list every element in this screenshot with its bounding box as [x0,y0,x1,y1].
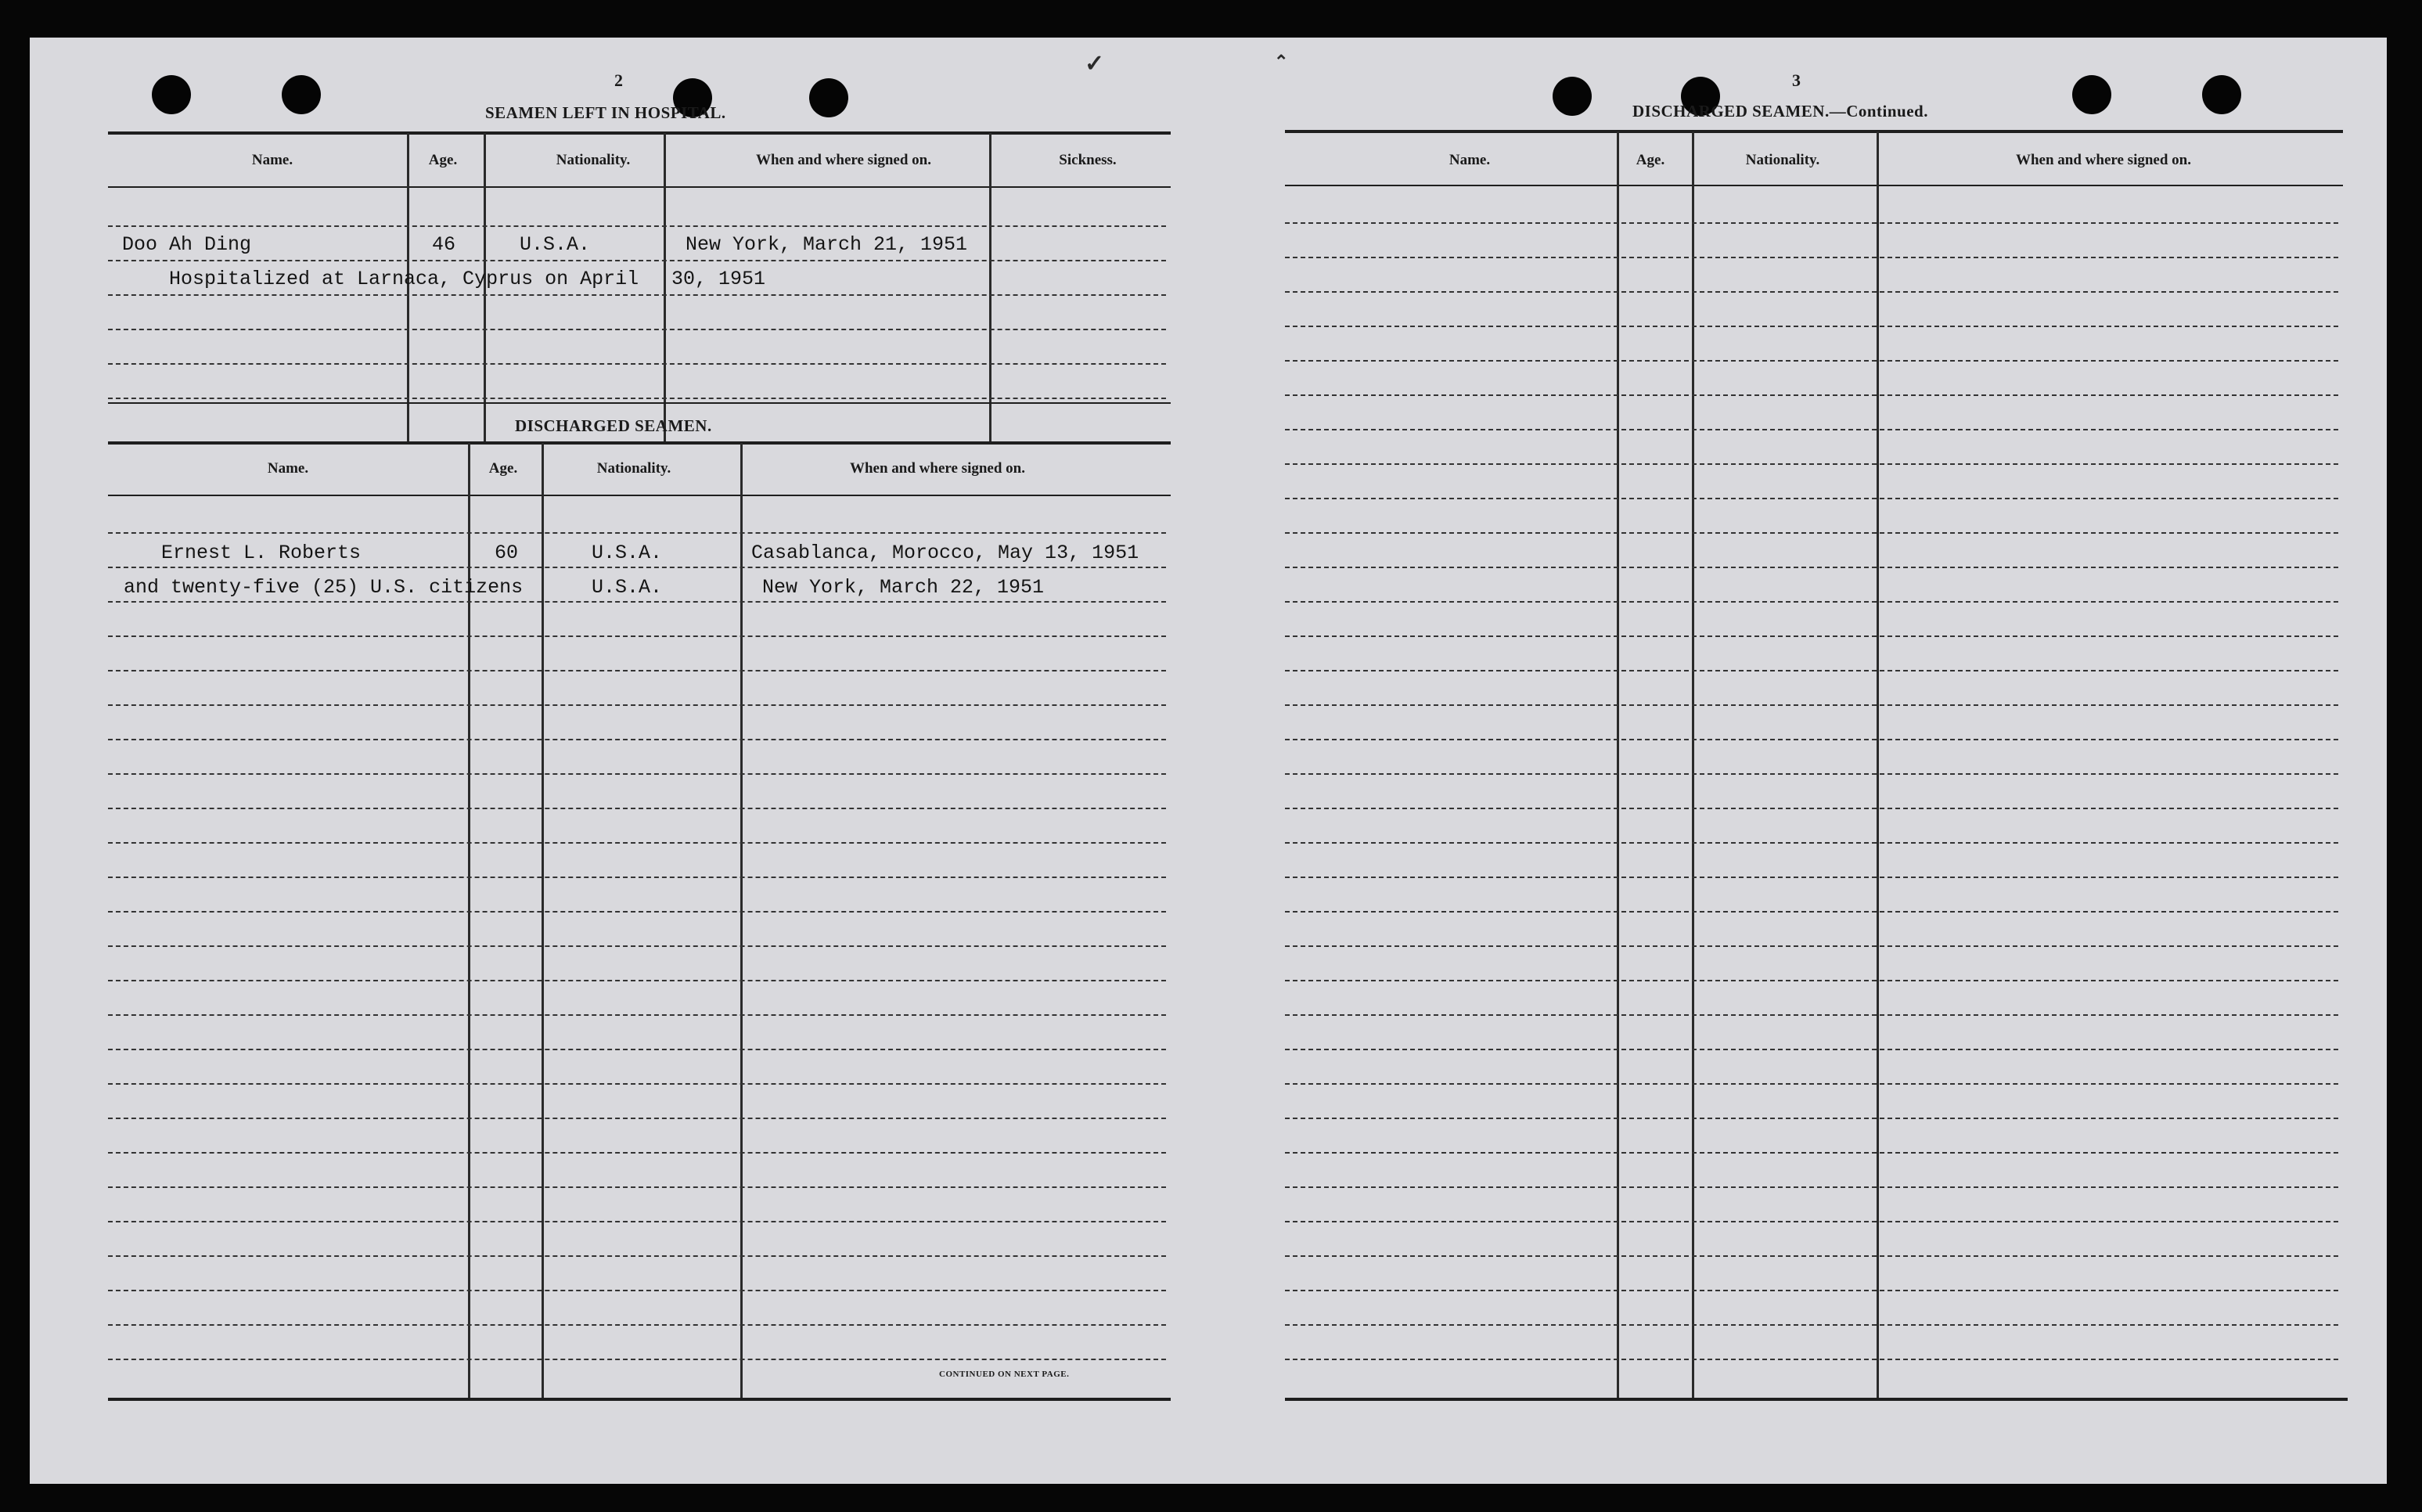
ruled-line [1285,601,2338,603]
hospital-row-age: 46 [432,233,456,256]
ruled-line [1285,1152,2338,1154]
continued-footer: CONTINUED ON NEXT PAGE. [939,1370,1070,1379]
ruled-line [108,1255,1166,1257]
header-bottom-rule [108,186,1171,188]
document-sheet [30,38,2387,1484]
ink-speck: ✓ [1085,51,1105,77]
col-divider [1877,131,1879,1398]
punch-hole [1553,77,1592,116]
ruled-line [1285,877,2338,878]
page-number: 2 [614,70,623,90]
ruled-line [1285,429,2338,430]
ruled-line [108,329,1166,330]
ruled-line [1285,739,2338,740]
ruled-line [1285,1083,2338,1085]
discharged-continued-title: DISCHARGED SEAMEN.—Continued. [1632,102,1928,121]
ruled-line [108,398,1166,399]
col-header-age: Age. [428,152,458,168]
discharged-row-signed-on: Casablanca, Morocco, May 13, 1951 [751,542,1139,564]
ruled-line [108,1290,1166,1291]
col-divider [664,133,666,441]
ruled-line [1285,498,2338,499]
ruled-line [1285,808,2338,809]
ruled-line [1285,1290,2338,1291]
punch-hole [2072,75,2111,114]
ruled-line [1285,360,2338,362]
header-bottom-rule [1285,185,2343,186]
ruled-line [1285,326,2338,327]
table-bottom-rule [108,1398,1171,1401]
table-top-rule [108,131,1171,135]
hospital-note: Hospitalized at Larnaca, Cyprus on April [169,268,639,290]
ruled-line [1285,463,2338,465]
ruled-line [108,635,1166,637]
col-header-signed-on: When and where signed on. [849,460,1025,477]
ruled-line [108,225,1166,227]
ruled-line [108,911,1166,913]
ruled-line [1285,222,2338,224]
page-number: 3 [1792,70,1801,90]
discharged-row-nationality: U.S.A. [592,542,663,564]
ruled-line [1285,635,2338,637]
col-header-name: Name. [251,152,293,168]
ruled-line [1285,1359,2338,1360]
ruled-line [1285,257,2338,258]
punch-hole [282,75,321,114]
col-header-age: Age. [488,460,518,477]
hospital-row-name: Doo Ah Ding [122,233,252,256]
ruled-line [108,1049,1166,1050]
ruled-line [108,842,1166,844]
ruled-line [1285,1324,2338,1326]
col-header-signed-on: When and where signed on. [2015,152,2191,168]
ruled-line [1285,1186,2338,1188]
ruled-line [108,704,1166,706]
ruled-line [1285,704,2338,706]
hospital-section-title: SEAMEN LEFT IN HOSPITAL. [485,103,726,122]
section-rule [108,402,1171,404]
ruled-line [108,1359,1166,1360]
ruled-line [108,1014,1166,1016]
ink-speck: ⌃ [1274,52,1289,71]
ruled-line [1285,980,2338,981]
ruled-line [108,260,1166,261]
ruled-line [108,739,1166,740]
col-header-name: Name. [1449,152,1491,168]
hospital-row-signed-on: New York, March 21, 1951 [686,233,968,256]
discharged-row-nationality: U.S.A. [592,576,663,599]
punch-hole [2202,75,2241,114]
ruled-line [108,1118,1166,1119]
discharged-row-signed-on: New York, March 22, 1951 [762,576,1045,599]
ruled-line [108,532,1166,534]
punch-hole [809,78,848,117]
col-header-nationality: Nationality. [596,460,671,477]
col-header-nationality: Nationality. [556,152,631,168]
hospital-row-nationality: U.S.A. [520,233,591,256]
ruled-line [1285,394,2338,396]
col-header-age: Age. [1636,152,1665,168]
table-top-rule [108,441,1171,445]
ruled-line [1285,532,2338,534]
ruled-line [1285,1255,2338,1257]
discharged-row-name: and twenty-five (25) U.S. citizens [124,576,524,599]
discharged-section-title: DISCHARGED SEAMEN. [515,416,712,435]
ruled-line [1285,670,2338,671]
ruled-line [1285,842,2338,844]
ruled-line [108,294,1166,296]
ruled-line [108,1221,1166,1222]
ruled-line [1285,1014,2338,1016]
col-header-name: Name. [267,460,309,477]
ruled-line [108,773,1166,775]
ruled-line [108,808,1166,809]
table-bottom-rule [1285,1398,2348,1401]
col-header-nationality: Nationality. [1745,152,1820,168]
ruled-line [1285,1221,2338,1222]
ruled-line [108,1324,1166,1326]
col-divider [989,133,991,441]
col-divider [1617,131,1619,1398]
ruled-line [1285,945,2338,947]
hospital-note-date: 30, 1951 [671,268,766,290]
ruled-line [1285,911,2338,913]
ruled-line [108,945,1166,947]
ruled-line [1285,1049,2338,1050]
ruled-line [108,1083,1166,1085]
ruled-line [108,980,1166,981]
ruled-line [108,363,1166,365]
ruled-line [108,567,1166,568]
ruled-line [108,670,1166,671]
ruled-line [108,877,1166,878]
ruled-line [108,1186,1166,1188]
discharged-row-name: Ernest L. Roberts [161,542,362,564]
ruled-line [108,601,1166,603]
ruled-line [1285,773,2338,775]
ruled-line [1285,291,2338,293]
col-divider [1692,131,1694,1398]
col-header-signed-on: When and where signed on. [755,152,931,168]
ruled-line [1285,567,2338,568]
header-bottom-rule [108,495,1171,496]
col-header-sickness: Sickness. [1059,152,1117,168]
table-top-rule [1285,130,2343,133]
discharged-row-age: 60 [495,542,519,564]
punch-hole [152,75,191,114]
ruled-line [108,1152,1166,1154]
ruled-line [1285,1118,2338,1119]
